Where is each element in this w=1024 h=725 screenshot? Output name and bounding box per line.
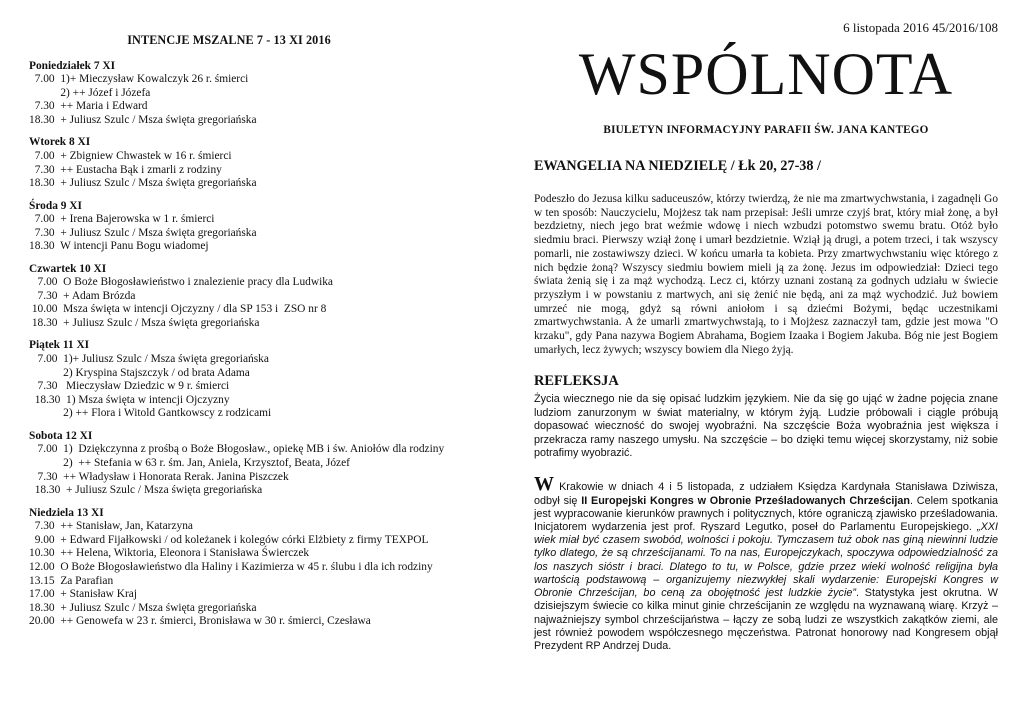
- news-quote: „XXI wiek miał być czasem swobód, wolności i pokoju. Tymczasem tuż obok nas giną niewinni ludzie tylko dlatego, że są chrześcijanami. To na nas, Europejczykach, spoczywa odpowiedzialność za los naszych sióstr i braci. Dlatego to tu, w Polsce, gdzie przez wieki wolność religijna była wartością podstawową – organizujemy niezwykłej skali wydarzenie: Europejski Kongres w Obronie Chrześcijan, bo ceną za obojętność jest ludzkie życie”: [534, 521, 998, 600]
- mass-intention-line: 2) ++ Józef i Józefa: [29, 86, 151, 99]
- news-part2: . Celem spotkania jest wypracowanie kierunków prawnych i politycznych, które ograniczą zjawisko prześladowania. Inicjatorem wydarzenia jest prof. Ryszard Legutko, poseł do Parlamentu Europejskiego.: [534, 494, 999, 534]
- mass-day-title: Sobota 12 XI: [29, 429, 93, 442]
- news-article: [534, 473, 999, 653]
- mass-day: [29, 339, 499, 421]
- mass-day-title: Wtorek 8 XI: [29, 136, 91, 149]
- mass-intention-line: 7.00 1) Dziękczynna z prośbą o Boże Błogosław., opiekę MB i św. Aniołów dla rodziny: [29, 443, 445, 456]
- mass-intention-line: 18.30 W intencji Panu Bogu wiadomej: [29, 240, 209, 253]
- issue-date-number: 6 listopada 2016 45/2016/108: [843, 20, 998, 35]
- news-dropcap: W: [534, 473, 554, 496]
- mass-intention-line: 2) ++ Flora i Witold Gantkowscy z rodzicami: [29, 407, 272, 420]
- mass-day: [29, 263, 499, 331]
- reflection-heading: REFLEKSJA: [534, 373, 619, 390]
- mass-intention-line: 7.00 + Irena Bajerowska w 1 r. śmierci: [29, 213, 215, 226]
- mass-intentions-title: INTENCJE MSZALNE 7 - 13 XI 2016: [127, 33, 331, 47]
- mass-intention-line: 7.30 ++ Eustacha Bąk i zmarli z rodziny: [29, 163, 222, 176]
- mass-intention-line: 18.30 + Juliusz Szulc / Msza święta gregoriańska: [29, 601, 257, 614]
- mass-intention-line: 7.30 + Adam Brózda: [29, 289, 136, 302]
- mass-intention-line: 9.00 + Edward Fijałkowski / od koleżanek i kolegów córki Elżbiety z firmy TEXPOL: [29, 533, 429, 546]
- news-part3: . Statystyka jest okrutna. W dzisiejszym świecie co kilka minut ginie chrześcijanin ze względu na wyznawaną wiarę. Krzyż – najważniejszy symbol chrześcijaństwa – łączy ze sobą ludzi ze wszystkich zakątków ziemi, ale jest również powodem współczesnego męczeństwa. Patronat honorowy nad Kongresem objął Prezydent RP Andrzej Duda.: [534, 587, 998, 652]
- mass-intention-line: 18.30 + Juliusz Szulc / Msza święta gregoriańska: [29, 113, 257, 126]
- mass-intention-line: 2) ++ Stefania w 63 r. śm. Jan, Aniela, Krzysztof, Beata, Józef: [29, 457, 350, 470]
- mass-intention-line: 18.30 + Juliusz Szulc / Msza święta gregoriańska: [29, 484, 263, 497]
- mass-days-list: [29, 60, 499, 629]
- mass-day-title: Środa 9 XI: [29, 199, 82, 212]
- gospel-text: Podeszło do Jezusa kilku saduceuszów, którzy twierdzą, że nie ma zmartwychwstania, i zagadnęli Go w ten sposób: Nauczycielu, Mojżesz tak nam przepisał: Jeśli umrze czyjś brat, który miał żonę, a był bezdzietny, niech jego brat weźmie wdowę i niech wzbudzi potomstwo swemu bratu. Otóż było siedmiu braci. Pierwszy wziął żonę i umarł bezdzietnie. Wziął ją drugi, a potem trzeci, i tak wszyscy pomarli, nie zostawiwszy dzieci. W końcu umarła ta kobieta. Przy zmartwychwstaniu więc którego z nich będzie żoną? Wszyscy siedmiu bowiem mieli ją za żonę. Jezus im odpowiedział: Dzieci tego świata żenią się i za mąż wychodzą. Lecz ci, którzy uznani zostaną za godnych udziału w świecie przyszłym i w powstaniu z martwych, ani się żenić nie będą, ani za mąż wychodzić. Już bowiem umrzeć nie mogą, gdyż są równi aniołom i są dziećmi Bożymi, będąc uczestnikami zmartwychwstania. A że umarli zmartwychwstają, to i Mojżesz zaznaczył tam, gdzie jest mowa "O krzaku", gdy Pana nazywa Bogiem Abrahama, Bogiem Izaaka i Bogiem Jakuba. Bóg nie jest Bogiem umarłych, lecz żywych; wszyscy bowiem dla Niego żyją.: [534, 193, 998, 356]
- mass-intention-line: 17.00 + Stanisław Kraj: [29, 588, 137, 601]
- mass-intention-line: 10.30 ++ Helena, Wiktoria, Eleonora i Stanisława Świerczek: [29, 547, 310, 560]
- reflection-text: Życia wiecznego nie da się opisać ludzkim językiem. Nie da się go ująć w żadne pojęcia znane ludziom zanurzonym w świat materialny, w którym żyją. Ludzie próbowali i ciągle próbują dopasować wieczność do swojej wyobraźni. Na szczęście Boża wyobraźnia jest większa i przekracza ramy naszego umysłu. Na szczęście – bo dzięki temu więcej skorzystamy, niż sobie potrafimy wyobrazić.: [534, 393, 998, 460]
- mass-day-title: Czwartek 10 XI: [29, 262, 107, 275]
- mass-intention-line: 7.30 ++ Stanisław, Jan, Katarzyna: [29, 520, 193, 533]
- news-part1: Krakowie w dniach 4 i 5 listopada, z udziałem Księdza Kardynała Stanisława Dziwisza, odbył się: [534, 481, 998, 507]
- mass-intention-line: 7.30 Mieczysław Dziedzic w 9 r. śmierci: [29, 380, 230, 393]
- mass-intention-line: 2) Kryspina Stajszczyk / od brata Adama: [29, 366, 250, 379]
- mass-intention-line: 12.00 O Boże Błogosławieństwo dla Haliny i Kazimierza w 45 r. ślubu i dla ich rodziny: [29, 560, 433, 573]
- mass-intention-line: 7.30 ++ Władysław i Honorata Rerak. Janina Piszczek: [29, 470, 289, 483]
- mass-day-title: Piątek 11 XI: [29, 339, 90, 352]
- right-column: [534, 20, 998, 653]
- mass-intention-line: 18.30 + Juliusz Szulc / Msza święta gregoriańska: [29, 177, 257, 190]
- mass-intention-line: 13.15 Za Parafian: [29, 574, 114, 587]
- mass-intention-line: 18.30 + Juliusz Szulc / Msza święta gregoriańska: [29, 317, 260, 330]
- bulletin-subtitle: BIULETYN INFORMACYJNY PARAFII ŚW. JANA KANTEGO: [603, 124, 929, 136]
- masthead-title: WSPÓLNOTA: [578, 41, 954, 107]
- mass-intention-line: 18.30 1) Msza święta w intencji Ojczyzny: [29, 393, 230, 406]
- mass-intention-line: 7.00 1)+ Mieczysław Kowalczyk 26 r. śmierci: [29, 73, 249, 86]
- mass-intention-line: 7.00 O Boże Błogosławieństwo i znalezienie pracy dla Ludwika: [29, 276, 333, 289]
- mass-day: [29, 200, 499, 254]
- mass-intentions: [29, 34, 499, 638]
- mass-intention-line: 7.30 ++ Maria i Edward: [29, 100, 148, 113]
- mass-day: [29, 430, 499, 498]
- mass-intention-line: 7.30 + Juliusz Szulc / Msza święta gregoriańska: [29, 226, 257, 239]
- mass-day-title: Niedziela 13 XI: [29, 506, 104, 519]
- mass-day: [29, 60, 499, 128]
- mass-day: [29, 507, 499, 629]
- mass-intention-line: 20.00 ++ Genowefa w 23 r. śmierci, Bronisława w 30 r. śmierci, Czesława: [29, 615, 371, 628]
- news-congress-name: II Europejski Kongres w Obronie Prześladowanych Chrześcijan: [581, 494, 910, 507]
- mass-day-title: Poniedziałek 7 XI: [29, 59, 116, 72]
- gospel-heading: EWANGELIA NA NIEDZIELĘ / Łk 20, 27-38 /: [534, 158, 821, 174]
- mass-intention-line: 10.00 Msza święta w intencji Ojczyzny / dla SP 153 i ZSO nr 8: [29, 303, 327, 316]
- mass-intention-line: 7.00 + Zbigniew Chwastek w 16 r. śmierci: [29, 149, 232, 162]
- mass-intention-line: 7.00 1)+ Juliusz Szulc / Msza święta gregoriańska: [29, 353, 269, 366]
- mass-day: [29, 136, 499, 190]
